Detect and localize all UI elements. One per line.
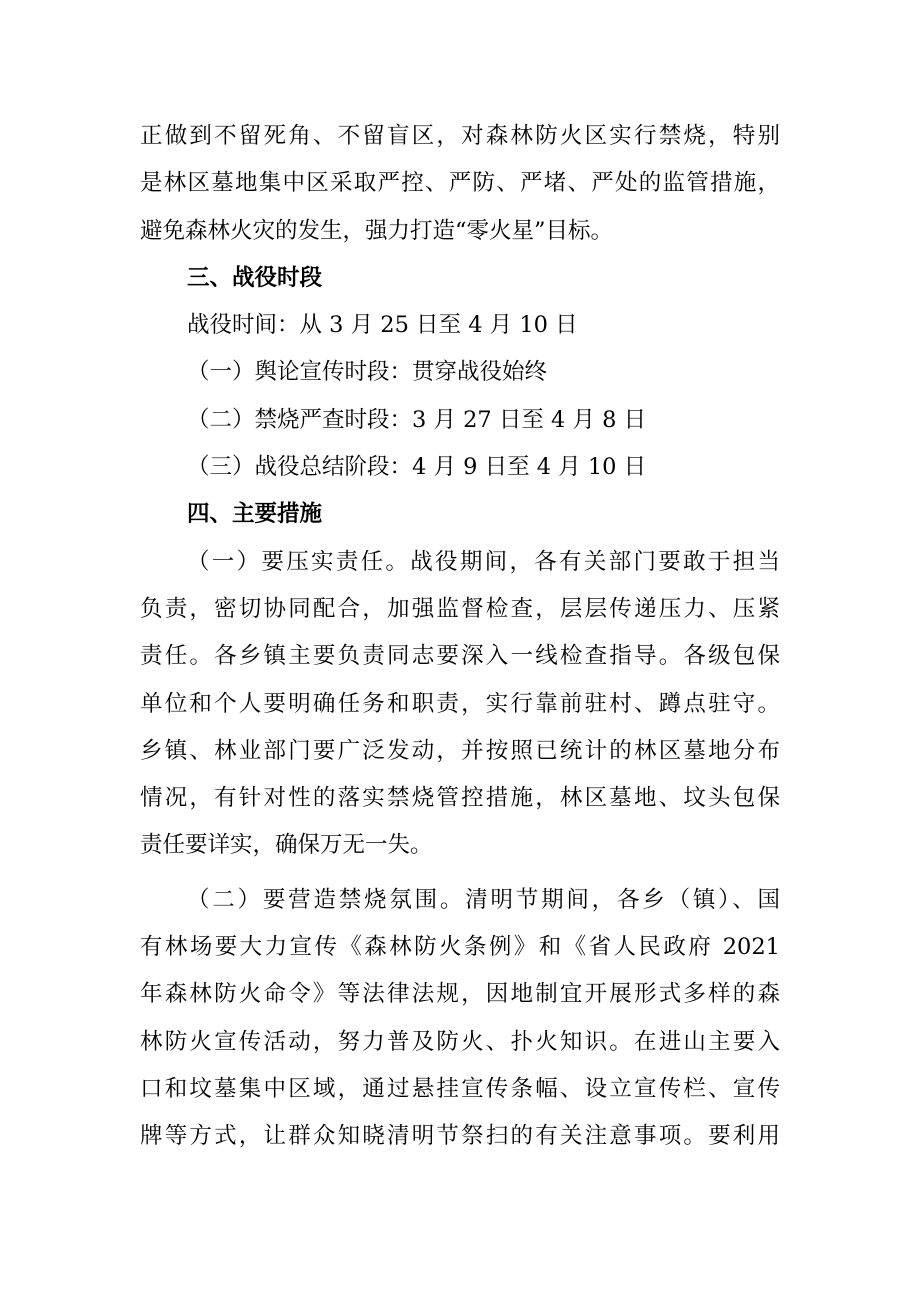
body-line: 口和坟墓集中区域，通过悬挂宣传条幅、设立宣传栏、宣传 xyxy=(140,1075,780,1102)
period-item-1: （一）舆论宣传时段：贯穿战役始终 xyxy=(187,359,548,386)
body-line: 正做到不留死角、不留盲区，对森林防火区实行禁烧，特别 xyxy=(140,123,780,149)
paragraph-1-start: （一）要压实责任。战役期间，各有关部门要敢于担当 xyxy=(187,548,780,575)
campaign-period-line: 战役时间：从 3 月 25 日至 4 月 10 日 xyxy=(187,312,578,339)
period-item-2: （二）禁烧严查时段：3 月 27 日至 4 月 8 日 xyxy=(187,406,647,433)
period-item-3: （三）战役总结阶段：4 月 9 日至 4 月 10 日 xyxy=(187,454,647,481)
body-line: 牌等方式，让群众知晓清明节祭扫的有关注意事项。要利用 xyxy=(140,1123,780,1150)
document-page xyxy=(140,113,780,1161)
section-heading-3: 三、战役时段 xyxy=(187,264,323,291)
section-heading-4: 四、主要措施 xyxy=(187,501,323,528)
body-line: 乡镇、林业部门要广泛发动，并按照已统计的林区墓地分布 xyxy=(140,737,780,764)
body-line: 有林场要大力宣传《森林防火条例》和《省人民政府 2021 xyxy=(140,934,780,961)
body-line: 是林区墓地集中区采取严控、严防、严堵、严处的监管措施， xyxy=(140,170,780,197)
body-line: 单位和个人要明确任务和职责，实行靠前驻村、蹲点驻守。 xyxy=(140,690,780,717)
body-line: 责任要详实，确保万无一失。 xyxy=(140,832,433,859)
body-line: 年森林防火命令》等法律法规，因地制宜开展形式多样的森 xyxy=(140,981,780,1008)
body-line: 情况，有针对性的落实禁烧管控措施，林区墓地、坟头包保 xyxy=(140,785,780,812)
body-line: 负责，密切协同配合，加强监督检查，层层传递压力、压紧 xyxy=(140,595,780,622)
body-line: 林防火宣传活动，努力普及防火、扑火知识。在进山主要入 xyxy=(140,1028,780,1055)
body-line: 责任。各乡镇主要负责同志要深入一线检查指导。各级包保 xyxy=(140,643,780,670)
paragraph-2-start: （二）要营造禁烧氛围。清明节期间，各乡（镇）、国 xyxy=(187,886,780,913)
body-line: 避免森林火灾的发生，强力打造“零火星”目标。 xyxy=(140,217,614,244)
